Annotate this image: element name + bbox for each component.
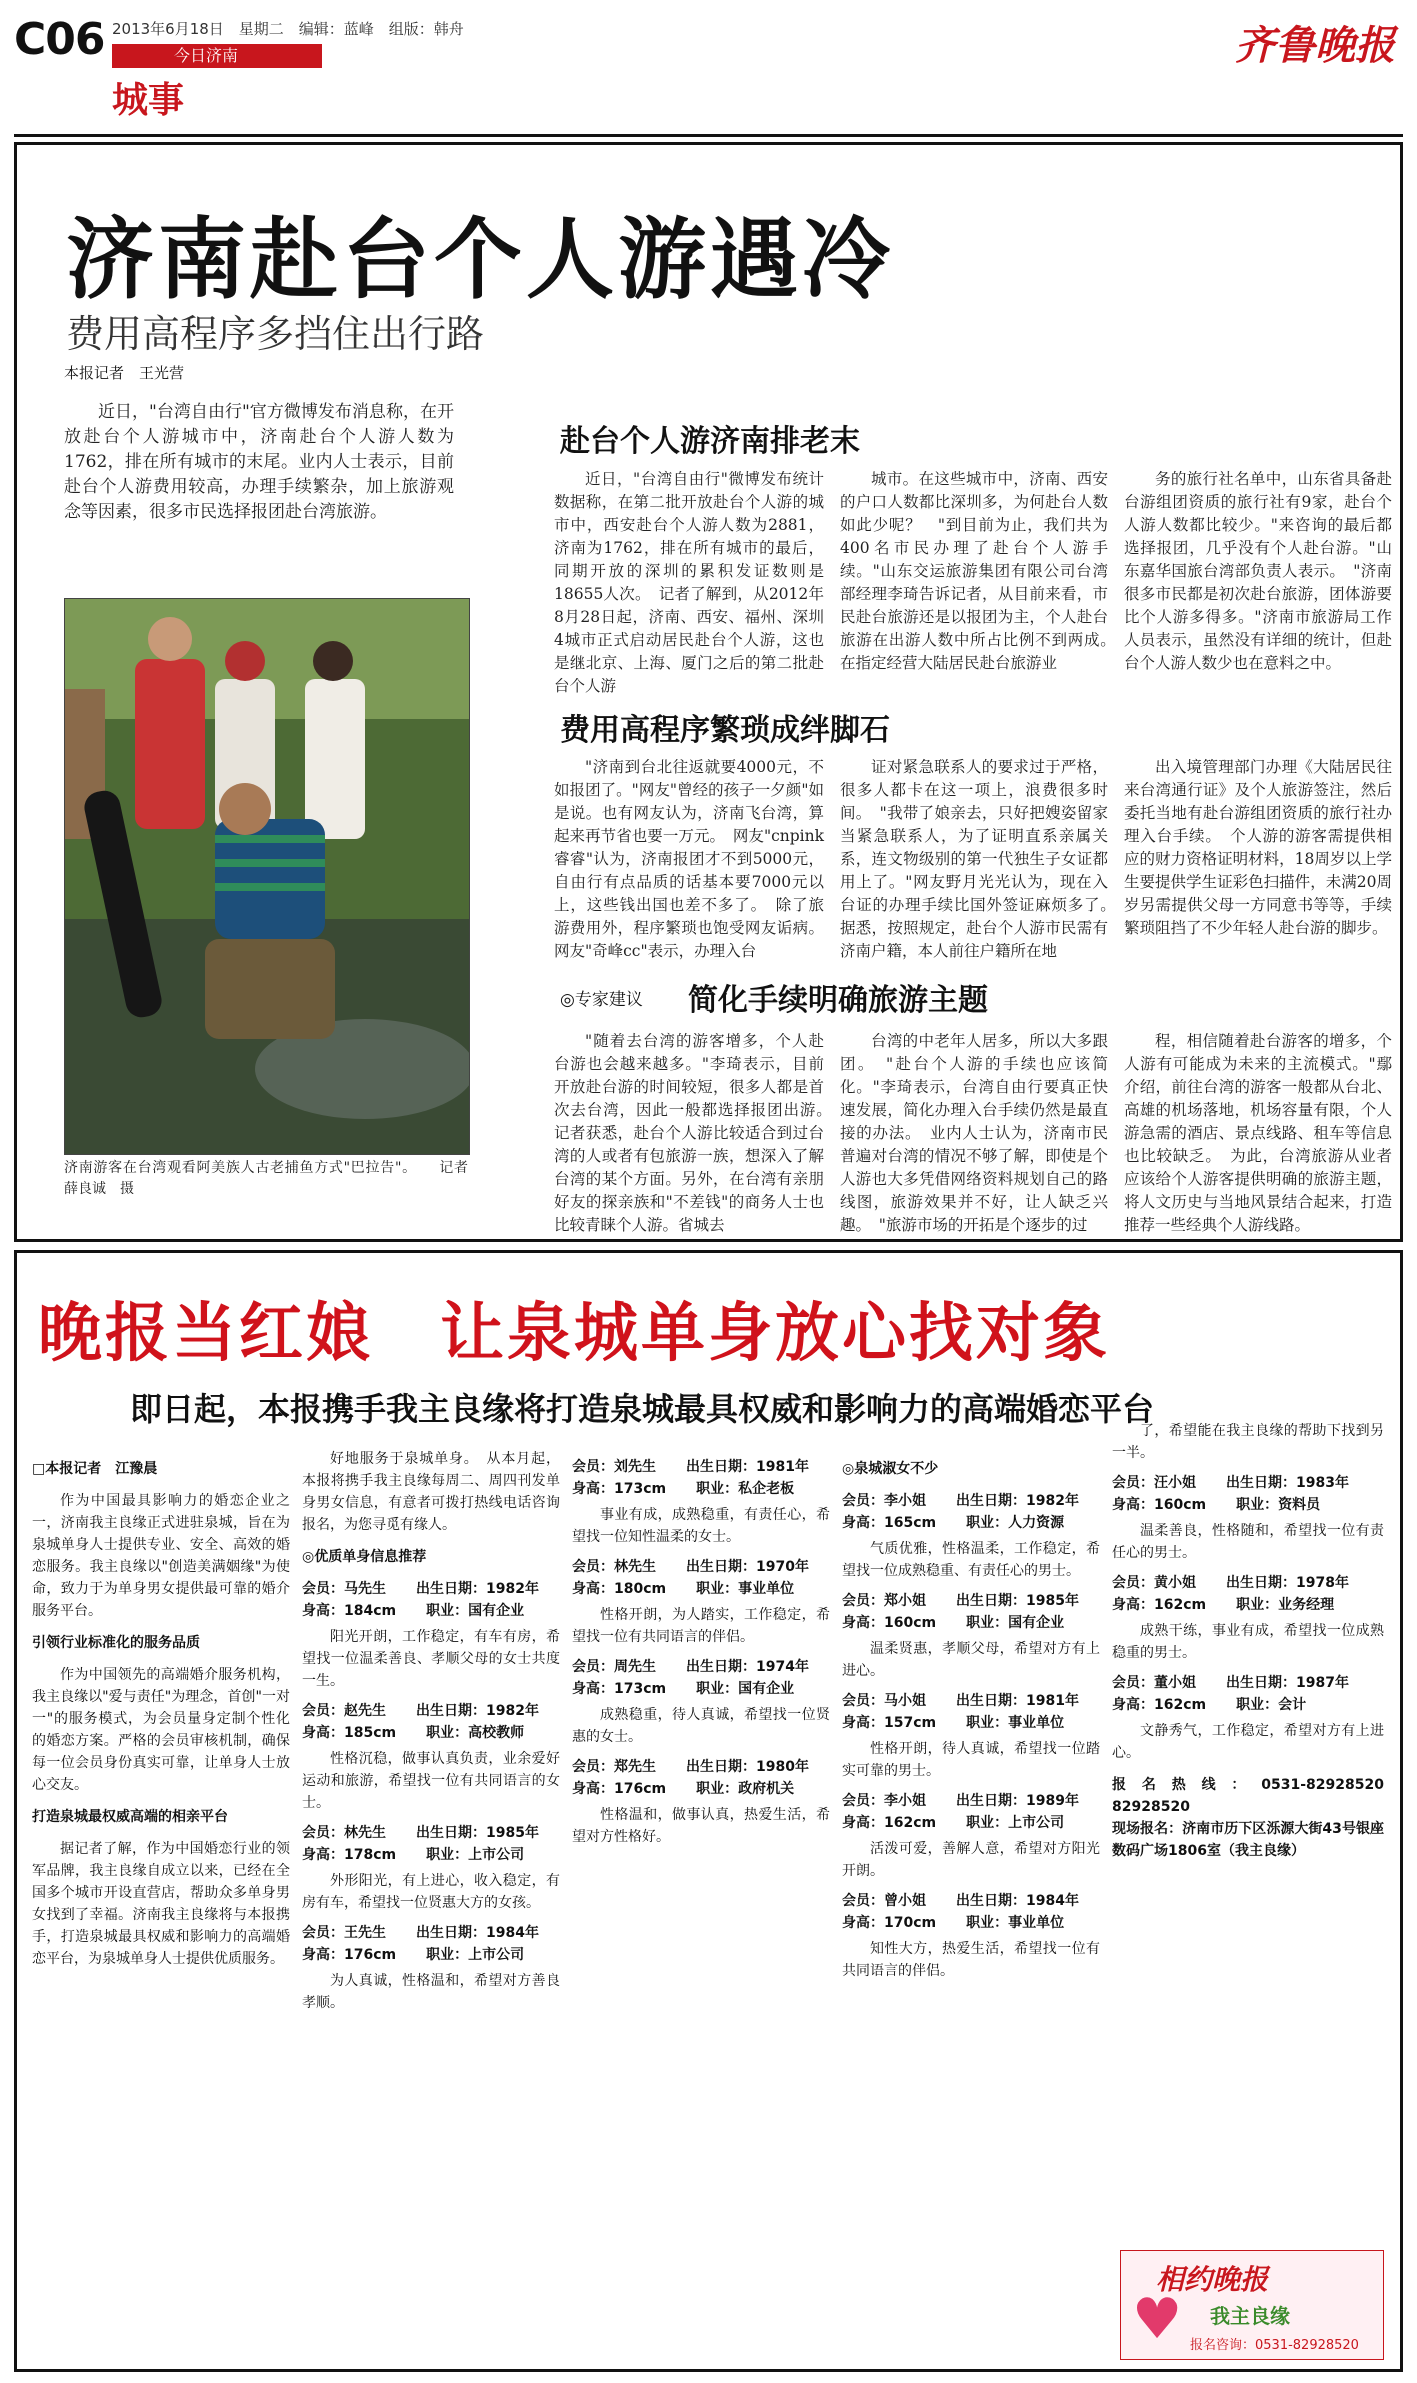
contact-info: 报名热线：0531-82928520 82928520 现场报名：济南市历下区泺源大街43号银座数码广场1806室（我主良缘） [1112, 1777, 1384, 1859]
ad-section-heading: ◎优质单身信息推荐 [302, 1549, 427, 1565]
section2-column-2: 证对紧急联系人的要求过于严格，很多人都卡在这一项上，浪费很多时间。 "我带了娘亲去，只好把嫂姿留家当紧急联系人，为了证明直系亲属关系，连文物级别的第一代独生子女证都用上了。"网友野月光光认为，现在入台证的办理手续比国外签证麻烦多了。 据悉，按照规定，赴台个人游市民需有济南户籍，本人前往户籍所在地 [840, 758, 1124, 960]
member-card: 会员：曾小姐 出生日期：1984年 身高：170cm 职业：事业单位 [842, 1893, 1079, 1931]
member-description: 温柔善良，性格随和，希望找一位有责任心的男士。 [1112, 1523, 1384, 1561]
ad-subheadline: 即日起，本报携手我主良缘将打造泉城最具权威和影响力的高端婚恋平台 [130, 1390, 1155, 1428]
header-rule [14, 134, 1403, 137]
section-tab: 今日济南 [112, 44, 322, 68]
member-description: 温柔贤惠，孝顺父母，希望对方有上进心。 [842, 1641, 1100, 1679]
news-photo [64, 598, 470, 1155]
member-description: 成熟稳重，待人真诚，希望找一位贤惠的女士。 [572, 1707, 830, 1745]
logo-phone: 报名咨询：0531-82928520 [1190, 2338, 1359, 2353]
ad-headline: 晚报当红娘 让泉城单身放心找对象 [38, 1296, 1110, 1371]
member-card: 会员：郑小姐 出生日期：1985年 身高：160cm 职业：国有企业 [842, 1593, 1079, 1631]
heart-icon: ♥ [1132, 2287, 1183, 2352]
section3-column-3: 程，相信随着赴台游客的增多，个人游有可能成为未来的主流模式。"鄢介绍，前往台湾的游客一般都从台北、高雄的机场落地，机场容量有限，个人游急需的酒店、景点线路、租车等信息也比较缺乏。 为此，台湾旅游从业者应该给个人游客提供明确的旅游主题，将人文历史与当地风景结合起来，打造推荐一些经典个人游线路。 [1124, 1032, 1392, 1234]
article-subheadline: 费用高程序多挡住出行路 [66, 312, 485, 356]
ad-section-heading: 引领行业标准化的服务品质 [32, 1635, 200, 1651]
member-description: 为人真诚，性格温和，希望对方善良孝顺。 [302, 1973, 560, 2011]
ad-paragraph: 作为中国领先的高端婚介服务机构，我主良缘以"爱与责任"为理念，首创"一对一"的服务模式，为会员量身定制个性化的婚恋方案。严格的会员审核机制，确保每一位会员身份真实可靠，让单身人士放心交友。 [32, 1667, 290, 1793]
photo-illustration [65, 599, 469, 1154]
member-card: 会员：赵先生 出生日期：1982年 身高：185cm 职业：高校教师 [302, 1703, 539, 1741]
member-description: 知性大方，热爱生活，希望找一位有共同语言的伴侣。 [842, 1941, 1100, 1979]
member-description: 事业有成，成熟稳重，有责任心，希望找一位知性温柔的女士。 [572, 1507, 830, 1545]
member-card: 会员：王先生 出生日期：1984年 身高：176cm 职业：上市公司 [302, 1925, 539, 1963]
article-byline: 本报记者 王光营 [64, 364, 185, 382]
member-description: 文静秀气，工作稳定，希望对方有上进心。 [1112, 1723, 1384, 1761]
member-description: 性格开朗，为人踏实，工作稳定，希望找一位有共同语言的伴侣。 [572, 1607, 830, 1645]
logo-brand: 我主良缘 [1210, 2304, 1290, 2328]
newspaper-masthead: 齐鲁晚报 [1235, 22, 1395, 69]
ad-section-heading: ◎泉城淑女不少 [842, 1461, 939, 1477]
section-name: 城事 [112, 79, 185, 121]
photo-caption: 济南游客在台湾观看阿美族人古老捕鱼方式"巴拉告"。 记者 薛良诚 摄 [64, 1160, 482, 1197]
article-headline: 济南赴台个人游遇冷 [66, 208, 895, 311]
member-card: 会员：马先生 出生日期：1982年 身高：184cm 职业：国有企业 [302, 1581, 539, 1619]
ad-byline: □本报记者 江豫晨 [32, 1461, 158, 1477]
member-card: 会员：周先生 出生日期：1974年 身高：173cm 职业：国有企业 [572, 1659, 809, 1697]
ad-intro: 作为中国最具影响力的婚恋企业之一，济南我主良缘正式进驻泉城，旨在为泉城单身人士提供专业、安全、高效的婚恋服务。我主良缘以"创造美满姻缘"为使命，致力于为单身男女提供最可靠的婚介服务平台。 [32, 1493, 290, 1619]
article-lede: 近日，"台湾自由行"官方微博发布消息称，在开放赴台个人游城市中，济南赴台个人游人数为1762，排在所有城市的末尾。业内人士表示，目前赴台个人游费用较高，办理手续繁杂，加上旅游观念等因素，很多市民选择报团赴台湾旅游。 [64, 402, 454, 522]
logo-title: 相约晚报 [1156, 2263, 1269, 2296]
ad-paragraph: 了，希望能在我主良缘的帮助下找到另一半。 [1112, 1423, 1384, 1461]
ad-column-5 [1112, 1420, 1384, 1872]
member-card: 会员：李小姐 出生日期：1989年 身高：162cm 职业：上市公司 [842, 1793, 1079, 1831]
ad-paragraph: 好地服务于泉城单身。 从本月起，本报将携手我主良缘每周二、周四刊发单身男女信息，有意者可拨打热线电话咨询报名，为您寻觅有缘人。 [302, 1451, 560, 1533]
issue-meta: 2013年6月18日 星期二 编辑：蓝峰 组版：韩舟 [112, 20, 464, 38]
member-description: 性格沉稳，做事认真负责，业余爱好运动和旅游，希望找一位有共同语言的女士。 [302, 1751, 560, 1811]
section-heading-1: 赴台个人游济南排老末 [560, 424, 860, 459]
member-card: 会员：郑先生 出生日期：1980年 身高：176cm 职业：政府机关 [572, 1759, 809, 1797]
ad-column-4 [842, 1448, 1100, 1988]
member-description: 外形阳光，有上进心，收入稳定，有房有车，希望找一位贤惠大方的女孩。 [302, 1873, 560, 1911]
section3-column-2: 台湾的中老年人居多，所以大多跟团。 "赴台个人游的手续也应该简化。"李琦表示，台湾自由行要真正快速发展，简化办理入台手续仍然是最直接的办法。 业内人士认为，济南市民普遍对台湾的情况不够了解，即使是个人游也大多凭借网络资料规划自己的路线图，旅游效果并不好，让人缺乏兴趣。 "旅游市场的开拓是个逐步的过 [840, 1032, 1108, 1234]
ad-column-1 [32, 1448, 290, 1976]
section-heading-2: 费用高程序繁琐成绊脚石 [560, 713, 890, 748]
member-description: 气质优雅，性格温柔，工作稳定，希望找一位成熟稳重、有责任心的男士。 [842, 1541, 1100, 1579]
member-card: 会员：林先生 出生日期：1970年 身高：180cm 职业：事业单位 [572, 1559, 809, 1597]
member-description: 成熟干练，事业有成，希望找一位成熟稳重的男士。 [1112, 1623, 1384, 1661]
member-card: 会员：刘先生 出生日期：1981年 身高：173cm 职业：私企老板 [572, 1459, 809, 1497]
member-description: 活泼可爱，善解人意，希望对方阳光开朗。 [842, 1841, 1100, 1879]
section3-column-1: "随着去台湾的游客增多，个人赴台游也会越来越多。"李琦表示，目前开放赴台游的时间较短，很多人都是首次去台湾，因此一般都选择报团出游。 记者获悉，赴台个人游比较适合到过台湾的人或者有包旅游一族，想深入了解台湾的某个方面。另外，在台湾有亲朋好友的探亲族和"不差钱"的商务人士也比较青睐个人游。省城去 [554, 1032, 840, 1234]
ad-section-heading: 打造泉城最权威高端的相亲平台 [32, 1809, 228, 1825]
section2-column-1: "济南到台北往返就要4000元，不如报团了。"网友"曾经的孩子一夕颜"如是说。也有网友认为，济南飞台湾，算起来再节省也要一万元。 网友"cnpink睿睿"认为，济南报团才不到5000元，自由行有点品质的话基本要7000元以上，这些钱出国也差不多了。 除了旅游费用外，程序繁琐也饱受网友诟病。网友"奇峰cc"表示，办理入台 [554, 758, 824, 960]
member-card: 会员：黄小姐 出生日期：1978年 身高：162cm 职业：业务经理 [1112, 1575, 1349, 1613]
section1-column-3: 务的旅行社名单中，山东省具备赴台游组团资质的旅行社有9家，赴台个人游人数都比较少。"来咨询的最后都选择报团，几乎没有个人赴台游。"山东嘉华国旅台湾部负责人表示。 "济南很多市民都是初次赴台旅游，团体游要比个人游多得多。"济南市旅游局工作人员表示，虽然没有详细的统计，但赴台个人游人数少也在意料之中。 [1124, 470, 1392, 672]
member-description: 性格温和，做事认真，热爱生活，希望对方性格好。 [572, 1807, 830, 1845]
section1-column-1: 近日，"台湾自由行"微博发布统计数据称，在第二批开放赴台个人游的城市中，西安赴台个人游人数为2881，济南为1762，排在所有城市的最后，同期开放的深圳的累积发证数则是18655人次。 记者了解到，从2012年8月28日起，济南、西安、福州、深圳4城市正式启动居民赴台个人游，这也是继北京、上海、厦门之后的第二批赴台个人游 [554, 470, 824, 695]
member-card: 会员：董小姐 出生日期：1987年 身高：162cm 职业：会计 [1112, 1675, 1349, 1713]
expert-tag: ◎专家建议 [560, 990, 643, 1010]
member-description: 阳光开朗，工作稳定，有车有房，希望找一位温柔善良、孝顺父母的女士共度一生。 [302, 1629, 560, 1689]
section-heading-3: 简化手续明确旅游主题 [688, 983, 988, 1018]
section1-column-2: 城市。在这些城市中，济南、西安的户口人数都比深圳多，为何赴台人数如此少呢？ "到目前为止，我们共为400名市民办理了赴台个人游手续。"山东交运旅游集团有限公司台湾部经理李琦告诉记者，从目前来看，市民赴台旅游还是以报团为主，个人赴台旅游在出游人数中所占比例不到两成。 在指定经营大陆居民赴台旅游业 [840, 470, 1124, 672]
ad-column-3 [572, 1448, 830, 1854]
member-description: 性格开朗，待人真诚，希望找一位踏实可靠的男士。 [842, 1741, 1100, 1779]
member-card: 会员：林先生 出生日期：1985年 身高：178cm 职业：上市公司 [302, 1825, 539, 1863]
member-card: 会员：马小姐 出生日期：1981年 身高：157cm 职业：事业单位 [842, 1693, 1079, 1731]
ad-paragraph: 据记者了解，作为中国婚恋行业的领军品牌，我主良缘自成立以来，已经在全国多个城市开设直营店，帮助众多单身男女找到了幸福。济南我主良缘将与本报携手，打造泉城最具权威和影响力的高端婚恋平台，为泉城单身人士提供优质服务。 [32, 1841, 290, 1967]
member-card: 会员：李小姐 出生日期：1982年 身高：165cm 职业：人力资源 [842, 1493, 1079, 1531]
ad-column-2 [302, 1448, 560, 2020]
section2-column-3: 出入境管理部门办理《大陆居民往来台湾通行证》及个人旅游签注，然后委托当地有赴台游组团资质的旅行社办理入台手续。 个人游的游客需提供相应的财力资格证明材料，18周岁以上学生要提供学生证彩色扫描件，未满20周岁另需提供父母一方同意书等等，手续繁琐阻挡了不少年轻人赴台游的脚步。 [1124, 758, 1392, 937]
member-card: 会员：汪小姐 出生日期：1983年 身高：160cm 职业：资料员 [1112, 1475, 1349, 1513]
page-number: C06 [14, 14, 105, 65]
